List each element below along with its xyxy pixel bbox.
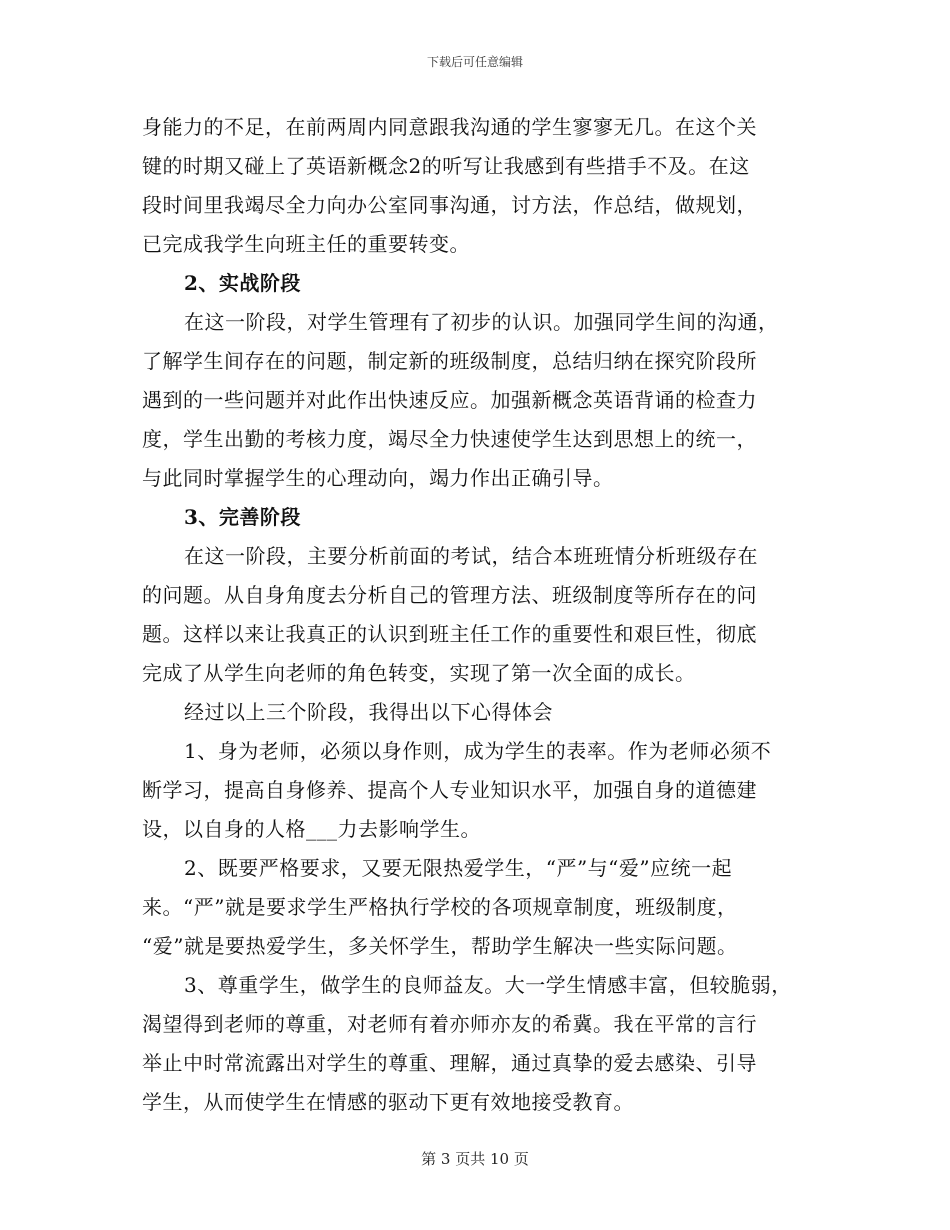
body-line: 的问题。从自身角度去分析自己的管理方法、班级制度等所存在的问 [142, 583, 757, 607]
body-line: 举止中时常流露出对学生的尊重、理解，通过真挚的爱去感染、引导 [142, 1051, 757, 1075]
section-heading-practice: 2、实战阶段 [184, 271, 301, 295]
page-number: 第 3 页共 10 页 [421, 1150, 529, 1168]
body-line: 在这一阶段，主要分析前面的考试，结合本班班情分析班级存在 [184, 544, 758, 568]
body-line: 已完成我学生向班主任的重要转变。 [142, 232, 470, 256]
body-line: 2、既要严格要求，又要无限热爱学生，“严”与“爱”应统一起 [184, 856, 733, 880]
body-line: 完成了从学生向老师的角色转变，实现了第一次全面的成长。 [142, 661, 696, 685]
body-line: 遇到的一些问题并对此作出快速反应。加强新概念英语背诵的检查力 [142, 388, 757, 412]
page-header-note: 下载后可任意编辑 [426, 55, 523, 69]
body-line: 度，学生出勤的考核力度，竭尽全力快速使学生达到思想上的统一， [142, 427, 757, 451]
body-line: 题。这样以来让我真正的认识到班主任工作的重要性和艰巨性，彻底 [142, 622, 757, 646]
body-line: “爱”就是要热爱学生，多关怀学生，帮助学生解决一些实际问题。 [142, 934, 738, 958]
body-line: 来。“严”就是要求学生严格执行学校的各项规章制度，班级制度， [142, 895, 738, 919]
body-line: 断学习，提高自身修养、提高个人专业知识水平，加强自身的道德建 [142, 778, 757, 802]
document-body [142, 108, 822, 1122]
body-line: 学生，从而使学生在情感的驱动下更有效地接受教育。 [142, 1090, 634, 1114]
body-line: 在这一阶段，对学生管理有了初步的认识。加强同学生间的沟通， [184, 310, 779, 334]
section-heading-improve: 3、完善阶段 [184, 505, 301, 529]
body-line: 与此同时掌握学生的心理动向，竭力作出正确引导。 [142, 466, 614, 490]
body-line: 键的时期又碰上了英语新概念2的听写让我感到有些措手不及。在这 [142, 154, 750, 178]
body-line: 段时间里我竭尽全力向办公室同事沟通，讨方法，作总结，做规划， [142, 193, 757, 217]
body-line: 设，以自身的人格___力去影响学生。 [142, 817, 481, 841]
body-line: 经过以上三个阶段，我得出以下心得体会 [184, 700, 553, 724]
body-line: 3、尊重学生，做学生的良师益友。大一学生情感丰富，但较脆弱， [184, 973, 792, 997]
body-line: 渴望得到老师的尊重，对老师有着亦师亦友的希冀。我在平常的言行 [142, 1012, 757, 1036]
body-line: 1、身为老师，必须以身作则，成为学生的表率。作为老师必须不 [184, 739, 772, 763]
body-line: 了解学生间存在的问题，制定新的班级制度，总结归纳在探究阶段所 [142, 349, 757, 373]
body-line: 身能力的不足，在前两周内同意跟我沟通的学生寥寥无几。在这个关 [142, 115, 757, 139]
